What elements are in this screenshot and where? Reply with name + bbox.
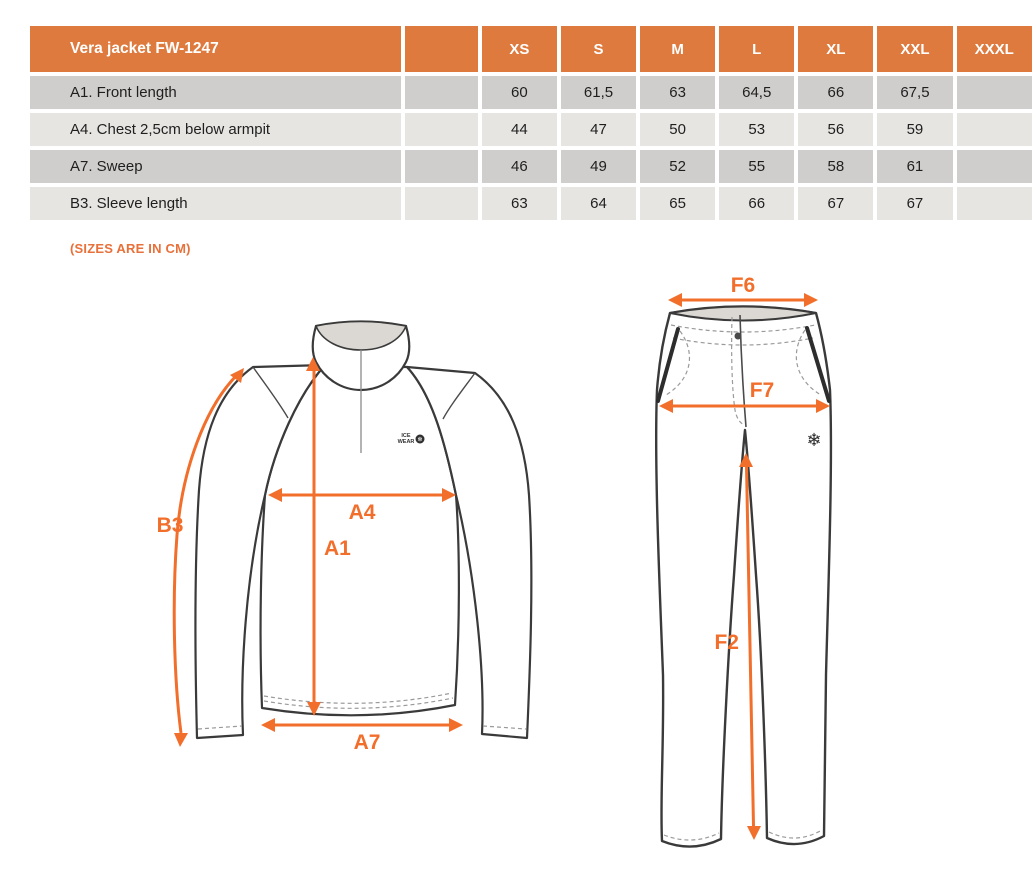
size-value-cell: 66 [798,76,873,109]
size-value-cell: 60 [482,76,557,109]
row-spacer-cell [405,76,478,109]
row-spacer-cell [405,187,478,220]
size-column-header-s: S [561,26,636,72]
size-column-header-xxxl: XXXL [957,26,1032,72]
size-value-cell: 66 [719,187,794,220]
size-column-header-xl: XL [798,26,873,72]
row-spacer-cell [405,113,478,146]
size-value-cell: 47 [561,113,636,146]
size-value-cell: 58 [798,150,873,183]
size-value-cell: 65 [640,187,715,220]
size-value-cell [957,76,1032,109]
pants-waist-button [735,333,742,340]
size-value-cell: 67 [877,187,952,220]
product-title: Vera jacket FW-1247 [30,26,401,72]
size-value-cell: 61,5 [561,76,636,109]
label-f2: F2 [714,631,739,654]
size-value-cell: 46 [482,150,557,183]
size-column-header-xxl: XXL [877,26,952,72]
icewear-logo-text-line2: WEAR [397,439,415,445]
size-value-cell [957,187,1032,220]
size-column-header-xs: XS [482,26,557,72]
row-spacer-cell [405,150,478,183]
size-value-cell: 61 [877,150,952,183]
table-row-chest [30,113,1032,146]
size-value-cell [957,113,1032,146]
label-f6: F6 [730,275,756,297]
jacket-diagram [130,300,540,780]
pants-diagram [640,275,850,870]
arrow-b3-head-bottom [174,733,188,747]
measurement-label: A1. Front length [30,76,401,109]
size-value-cell: 53 [719,113,794,146]
label-a1: A1 [324,537,351,560]
size-value-cell [957,150,1032,183]
size-value-cell: 50 [640,113,715,146]
measurement-label: A4. Chest 2,5cm below armpit [30,113,401,146]
label-a7: A7 [353,731,381,754]
sizes-in-cm-note: (SIZES ARE IN CM) [70,241,191,256]
size-column-header-l: L [719,26,794,72]
label-f7: F7 [749,379,775,402]
arrow-a7-head-left [261,718,275,732]
size-value-cell: 56 [798,113,873,146]
table-row-sweep [30,150,1032,183]
size-value-cell: 49 [561,150,636,183]
measurement-label: A7. Sweep [30,150,401,183]
size-value-cell: 52 [640,150,715,183]
snowflake-icon: ❄ [417,436,423,444]
size-value-cell: 63 [482,187,557,220]
size-value-cell: 67,5 [877,76,952,109]
size-column-header-m: M [640,26,715,72]
size-value-cell: 59 [877,113,952,146]
size-value-cell: 64,5 [719,76,794,109]
header-spacer-cell [405,26,478,72]
label-b3: B3 [156,514,184,537]
snowflake-icon: ❄ [806,430,822,450]
table-row-sleeve-length [30,187,1032,220]
size-value-cell: 44 [482,113,557,146]
table-row-front-length [30,76,1032,109]
size-value-cell: 63 [640,76,715,109]
measurement-label: B3. Sleeve length [30,187,401,220]
arrow-f6-head-right [804,293,818,307]
size-value-cell: 67 [798,187,873,220]
size-table-header-row [30,26,1032,72]
size-value-cell: 55 [719,150,794,183]
size-table-grid [26,22,1036,224]
arrow-f2-head-bottom [747,826,761,840]
icewear-logo-text-line1: ICE [401,433,411,439]
arrow-a7-head-right [449,718,463,732]
arrow-f6-head-left [668,293,682,307]
label-a4: A4 [348,501,376,524]
size-table [26,22,1036,224]
size-value-cell: 64 [561,187,636,220]
